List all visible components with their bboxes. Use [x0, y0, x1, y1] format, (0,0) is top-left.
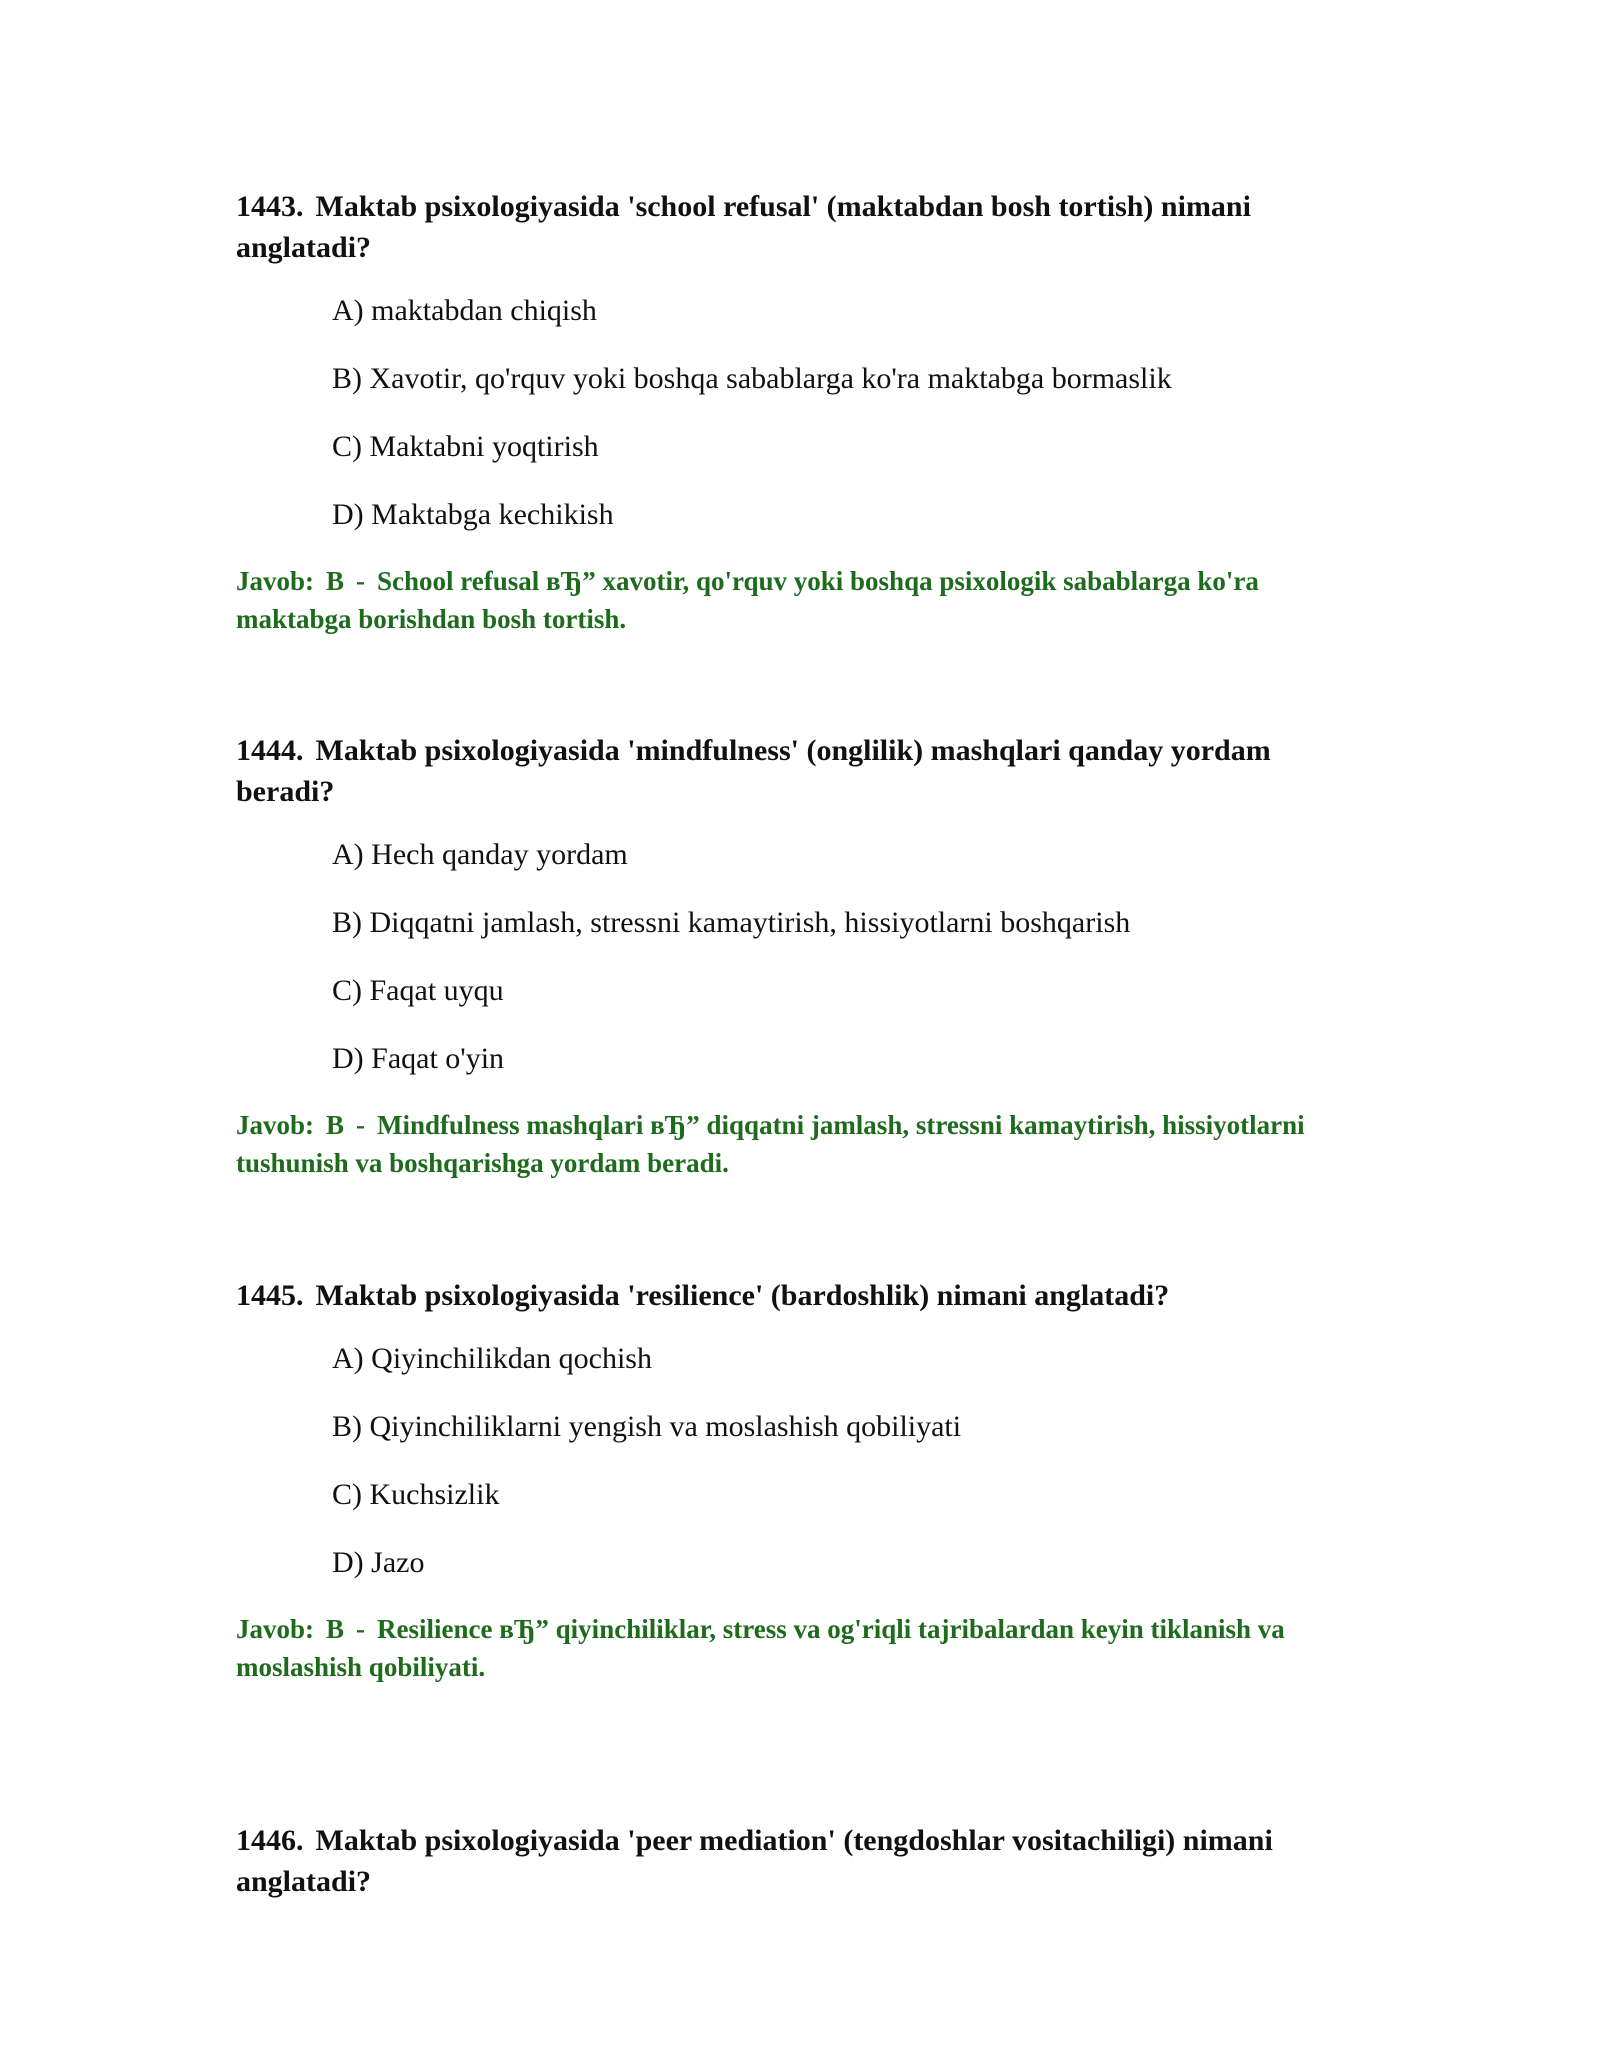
options-list — [236, 1338, 1376, 1610]
question-number: 1443. — [236, 190, 304, 223]
option-b: B) Qiyinchiliklarni yengish va moslashish qobiliyati — [332, 1410, 962, 1443]
question-number: 1446. — [236, 1824, 304, 1857]
question-1443 — [236, 186, 1376, 638]
answer-explanation — [236, 1610, 1376, 1686]
answer-dash: - — [356, 1110, 366, 1140]
answer-letter: B — [326, 1110, 345, 1140]
option-c: C) Maktabni yoqtirish — [332, 430, 599, 463]
answer-explanation — [236, 1106, 1376, 1182]
question-title — [236, 186, 1376, 268]
answer-label: Javob: — [236, 1110, 315, 1140]
answer-letter: B — [326, 1614, 345, 1644]
option-a: A) maktabdan chiqish — [332, 294, 597, 327]
answer-text: School refusal вЂ” xavotir, qo'rquv yoki boshqa psixologik sabablarga ko'ra maktabga borishdan bosh tortish. — [236, 566, 1259, 634]
options-list — [236, 834, 1376, 1106]
answer-text: Resilience вЂ” qiyinchiliklar, stress va og'riqli tajribalardan keyin tiklanish va moslashish qobiliyati. — [236, 1614, 1285, 1682]
answer-dash: - — [356, 566, 366, 596]
answer-text: Mindfulness mashqlari вЂ” diqqatni jamlash, stressni kamaytirish, hissiyotlarni tushunish va boshqarishga yordam beradi. — [236, 1110, 1305, 1178]
option-c: C) Faqat uyqu — [332, 974, 504, 1007]
option-d: D) Jazo — [332, 1546, 425, 1579]
option-b: B) Diqqatni jamlash, stressni kamaytirish, hissiyotlarni boshqarish — [332, 906, 1131, 939]
question-text: Maktab psixologiyasida 'peer mediation' (tengdoshlar vositachiligi) nimani anglatadi? — [236, 1824, 1273, 1898]
question-number: 1445. — [236, 1279, 304, 1312]
answer-label: Javob: — [236, 566, 315, 596]
question-number: 1444. — [236, 734, 304, 767]
answer-explanation — [236, 562, 1376, 638]
question-1445 — [236, 1275, 1376, 1686]
question-title — [236, 1275, 1376, 1316]
answer-dash: - — [356, 1614, 366, 1644]
question-text: Maktab psixologiyasida 'mindfulness' (onglilik) mashqlari qanday yordam beradi? — [236, 734, 1271, 808]
option-b: B) Xavotir, qo'rquv yoki boshqa sabablarga ko'ra maktabga bormaslik — [332, 362, 1172, 395]
question-text: Maktab psixologiyasida 'resilience' (bardoshlik) nimani anglatadi? — [315, 1279, 1170, 1312]
question-1446 — [236, 1820, 1376, 1902]
answer-label: Javob: — [236, 1614, 315, 1644]
option-c: C) Kuchsizlik — [332, 1478, 500, 1511]
answer-letter: B — [326, 566, 345, 596]
question-title — [236, 1820, 1376, 1902]
option-a: A) Hech qanday yordam — [332, 838, 628, 871]
option-a: A) Qiyinchilikdan qochish — [332, 1342, 652, 1375]
question-1444 — [236, 730, 1376, 1182]
question-title — [236, 730, 1376, 812]
options-list — [236, 290, 1376, 562]
option-d: D) Faqat o'yin — [332, 1042, 505, 1075]
option-d: D) Maktabga kechikish — [332, 498, 614, 531]
question-text: Maktab psixologiyasida 'school refusal' (maktabdan bosh tortish) nimani anglatadi? — [236, 190, 1251, 264]
